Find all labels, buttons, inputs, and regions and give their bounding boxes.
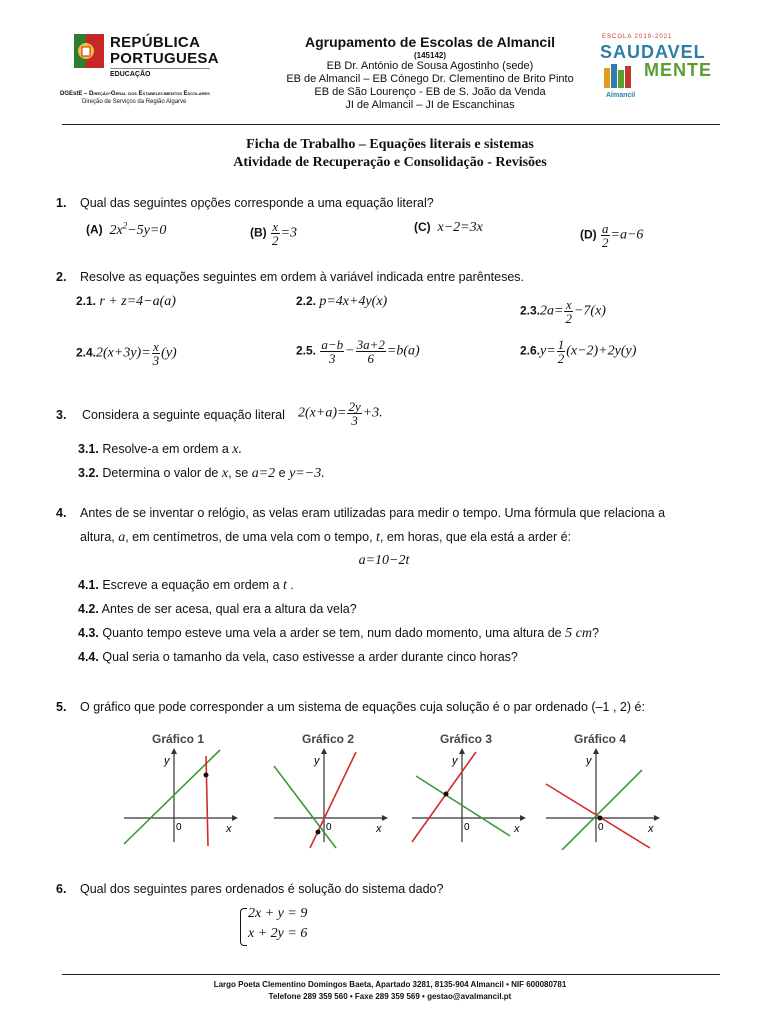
axis-x-label: x <box>226 823 232 835</box>
school-line-0: EB Dr. António de Sousa Agostinho (sede) <box>326 60 534 72</box>
q5-number: 5. <box>56 700 67 714</box>
gov-divider <box>110 68 210 69</box>
axis-y-label: y <box>452 755 458 767</box>
q3-text: Considera a seguinte equação literal <box>82 408 285 422</box>
footer-line1: Largo Poeta Clementino Domingos Baeta, Apartado 3281, 8135-904 Almancil • NIF 600080781 <box>213 980 567 989</box>
gov-sub: EDUCAÇÃO <box>110 71 151 78</box>
school-title: Agrupamento de Escolas de Almancil <box>305 34 555 50</box>
q2-item-2: 2.2. p=4x+4y(x) <box>296 294 388 309</box>
title-line2: Atividade de Recuperação e Consolidação - Revisões <box>233 155 547 170</box>
q2-item-6: 2.6.y= $\frac{1}{2}$ (x−2)+2y(y) <box>520 337 637 366</box>
item-label: 2.2. <box>296 294 317 308</box>
school-line-1: EB de Almancil – EB Cónego Dr. Clementino de Brito Pinto <box>286 73 574 85</box>
sub-text: Resolve-a em ordem a <box>102 442 229 456</box>
q3-sub1: 3.1. Resolve-a em ordem a x. <box>78 442 242 457</box>
option-label: (A) <box>86 222 103 237</box>
dgeste-line1: Direção-Geral dos Estabelecimentos Escolares <box>89 91 210 97</box>
sub-value: 5 cm <box>565 626 592 641</box>
fraction: $\frac{x}{2}$ <box>272 219 279 248</box>
graph-plot <box>404 746 528 850</box>
sub-number: 3.1. <box>78 442 99 456</box>
q4-sub2 <box>78 602 357 616</box>
q5-text: O gráfico que pode corresponder a um sistema de equações cuja solução é o par ordenado (–1 , 2) é: <box>80 700 645 714</box>
q1-option-d: (D) $\frac{a}{2}$ =a−6 <box>580 221 644 250</box>
q1-option-b: (B) $\frac{x}{2}$ =3 <box>250 219 297 248</box>
dgeste-line2: Direção de Serviços da Região Algarve <box>82 99 187 105</box>
option-expr: $2x^2-5y=0$ <box>106 220 167 238</box>
q1-number: 1. <box>56 196 67 210</box>
sub-text: Qual seria o tamanho da vela, caso estivesse a arder durante cinco horas? <box>102 650 518 664</box>
graph-2 <box>266 732 390 850</box>
q4-formula: a=10−2t <box>358 553 410 568</box>
graph-line-green <box>562 770 642 850</box>
sub-text-se: , se <box>228 466 249 480</box>
dgeste-prefix: DGEstE – <box>60 91 88 97</box>
q4-sub4 <box>78 650 518 664</box>
school-code: (145142) <box>413 51 447 60</box>
option-label: (B) <box>250 225 267 240</box>
graph-title: Gráfico 2 <box>301 732 355 746</box>
intersection-point <box>598 816 603 821</box>
gov-line1: REPÚBLICA <box>110 34 201 51</box>
sub-number: 4.2. <box>78 602 99 616</box>
axis-x-label: x <box>514 823 520 835</box>
graph-plot <box>116 746 240 850</box>
q3-equation: 2(x+a)= $\frac{2y}{3}$ +3. <box>298 399 383 428</box>
graph-1 <box>116 732 240 850</box>
footer-line2: Telefone 289 359 560 • Faxe 289 359 569 • gestao@avalmancil.pt <box>268 992 512 1001</box>
dgeste <box>60 90 210 106</box>
q2-item-1: 2.1. r + z=4−a(a) <box>76 294 176 309</box>
graph-title: Gráfico 1 <box>151 732 205 746</box>
axis-y-label: y <box>586 755 592 767</box>
sub-text: Determina o valor de <box>102 466 219 480</box>
axis-origin-label: 0 <box>326 822 332 833</box>
fraction: $\frac{3a+2}{6}$ <box>356 337 385 366</box>
option-label: (D) <box>580 227 597 242</box>
sub-number: 3.2. <box>78 466 99 480</box>
axis-y-label: y <box>314 755 320 767</box>
axis-origin-label: 0 <box>598 822 604 833</box>
q4-text2: altura, a, em centímetros, de uma vela com o tempo, t, em horas, que ela está a arder é: <box>80 530 572 545</box>
logo-top: ESCOLA 2019-2021 <box>602 34 673 40</box>
q2-number: 2. <box>56 270 67 284</box>
axis-y-label: y <box>164 755 170 767</box>
q2-text: Resolve as equações seguintes em ordem à variável indicada entre parênteses. <box>80 270 525 284</box>
q3-number: 3. <box>56 408 67 422</box>
sub-number: 4.1. <box>78 578 99 592</box>
option-expr: x−2=3x <box>434 220 483 235</box>
system-eq2: x + 2y = 6 <box>248 926 308 941</box>
q3-sub2: 3.2. Determina o valor de x, se a=2 e y=−3. <box>78 466 325 481</box>
item-label: 2.6. <box>520 343 541 358</box>
axis-x-label: x <box>648 823 654 835</box>
item-label: 2.5. <box>296 343 317 358</box>
sub-text-e: e <box>278 466 286 480</box>
graph-title: Gráfico 3 <box>439 732 493 746</box>
q1-text: Qual das seguintes opções corresponde a uma equação literal? <box>80 196 434 210</box>
graph-line-red <box>206 756 208 846</box>
sub-text: Antes de ser acesa, qual era a altura da vela? <box>101 602 357 616</box>
q4-text1: Antes de se inventar o relógio, as velas eram utilizadas para medir o tempo. Uma fórmula que relaciona a <box>80 506 666 520</box>
fraction: $\frac{x}{2}$ <box>565 297 572 326</box>
graph-line-green <box>416 776 510 836</box>
title-line1: Ficha de Trabalho – Equações literais e sistemas <box>246 137 534 152</box>
axis-x-label: x <box>376 823 382 835</box>
coat-of-arms-icon <box>74 34 104 68</box>
books-icon <box>604 64 644 90</box>
q2-item-3: 2.3.2a= $\frac{x}{2}$ −7(x) <box>520 297 606 326</box>
item-label: 2.1. <box>76 294 97 308</box>
axis-origin-label: 0 <box>176 822 182 833</box>
graph-plot <box>538 746 662 850</box>
q4-sub1: 4.1. Escreve a equação em ordem a t . <box>78 578 294 593</box>
logo-place: Almancil <box>606 92 636 99</box>
sub-number: 4.4. <box>78 650 99 664</box>
gov-logo <box>72 30 219 86</box>
q4-sub3: 4.3. Quanto tempo esteve uma vela a arder se tem, num dado momento, uma altura de 5 cm? <box>78 626 599 641</box>
intersection-point <box>316 830 321 835</box>
q6-number: 6. <box>56 882 67 896</box>
item-label: 2.3. <box>520 303 541 318</box>
item-label: 2.4. <box>76 345 97 360</box>
intersection-point <box>444 792 449 797</box>
sub-number: 4.3. <box>78 626 99 640</box>
q4-number: 4. <box>56 506 67 520</box>
header-rule <box>62 124 720 125</box>
q2-item-4: 2.4.2(x+3y)= $\frac{x}{3}$ (y) <box>76 339 177 368</box>
q6-text: Qual dos seguintes pares ordenados é solução do sistema dado? <box>80 882 444 896</box>
q1-option-a <box>86 220 166 239</box>
school-line-2: EB de São Lourenço - EB de S. João da Venda <box>314 86 546 98</box>
option-label: (C) <box>414 220 431 234</box>
footer-rule <box>62 974 720 975</box>
system-eq1: 2x + y = 9 <box>248 906 308 921</box>
system-brace <box>240 908 247 946</box>
school-line-3: JI de Almancil – JI de Escanchinas <box>345 99 515 111</box>
fraction: $\frac{a-b}{3}$ <box>321 337 344 366</box>
gov-line2: PORTUGUESA <box>110 50 219 67</box>
graph-4 <box>538 732 662 850</box>
sub-text: Escreve a equação em ordem a <box>102 578 280 592</box>
graph-plot <box>266 746 390 850</box>
page-title <box>150 136 630 172</box>
logo-saudavel: SAUDAVEL <box>600 42 706 62</box>
axis-origin-label: 0 <box>464 822 470 833</box>
school-block <box>280 34 580 112</box>
fraction: $\frac{x}{3}$ <box>152 339 160 368</box>
fraction: $\frac{2y}{3}$ <box>348 399 361 428</box>
graph-line-green <box>274 766 336 848</box>
intersection-point <box>204 773 209 778</box>
logo-mente: MENTE <box>644 60 712 80</box>
graph-line-red <box>546 784 650 848</box>
graph-3 <box>404 732 528 850</box>
graph-title: Gráfico 4 <box>573 732 627 746</box>
q1-option-c <box>414 220 483 236</box>
q2-item-5: 2.5. $\frac{a-b}{3}$ − $\frac{3a+2}{6}$ =b(a) <box>296 337 420 366</box>
fraction: $\frac{a}{2}$ <box>602 221 609 250</box>
saudavel-mente-logo <box>598 34 718 106</box>
fraction: $\frac{1}{2}$ <box>557 337 565 366</box>
sub-text: Quanto tempo esteve uma vela a arder se tem, num dado momento, uma altura de <box>102 626 562 640</box>
